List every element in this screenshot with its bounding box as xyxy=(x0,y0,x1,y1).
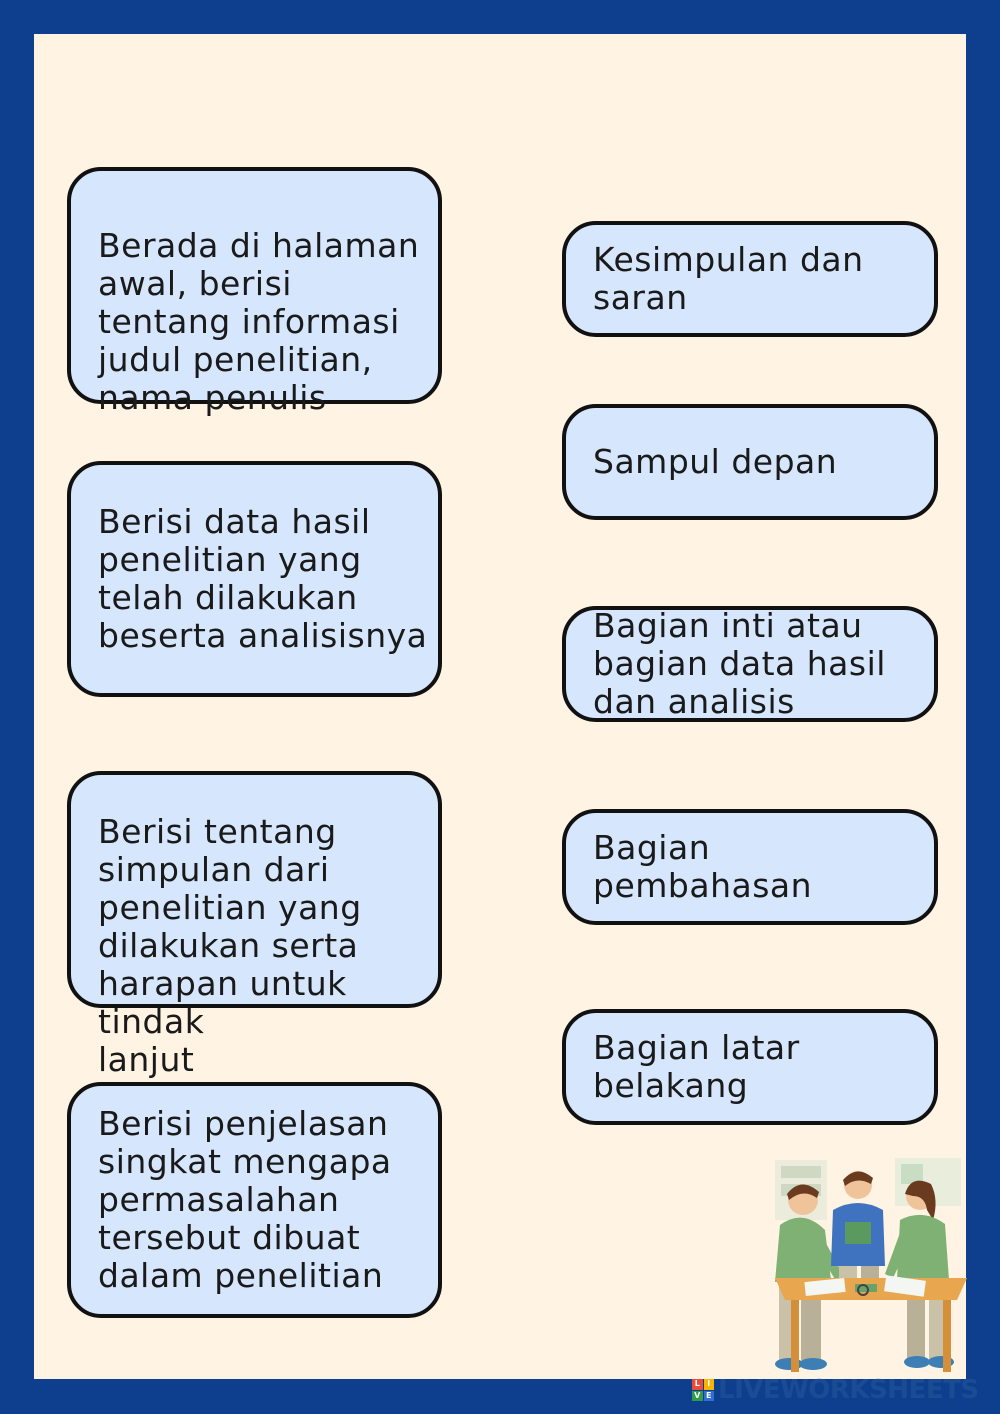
description-text: Berisi tentang simpulan dari penelitian yang dilakukan serta harapan untuk tindak lanjut xyxy=(98,812,362,1079)
answer-box-3[interactable] xyxy=(562,606,938,722)
answer-box-5[interactable] xyxy=(562,1009,938,1125)
answer-text: Bagian pembahasan xyxy=(593,828,813,905)
liveworksheets-watermark xyxy=(692,1375,992,1405)
liveworksheets-logo-icon: L I V E xyxy=(692,1379,714,1401)
answer-box-1[interactable] xyxy=(562,221,938,337)
description-box-3[interactable] xyxy=(67,771,442,1079)
answer-text: Kesimpulan dan saran xyxy=(593,240,864,317)
answer-text: Sampul depan xyxy=(593,442,838,481)
description-text: Berisi data hasil penelitian yang telah dilakukan beserta analisisnya xyxy=(98,502,428,655)
description-text: Berada di halaman awal, berisi tentang informasi judul penelitian, nama penulis xyxy=(98,226,420,417)
watermark-text: LIVEWORKSHEETS xyxy=(718,1375,979,1405)
answer-text: Bagian inti atau bagian data hasil dan analisis xyxy=(593,606,886,721)
description-text: Berisi penjelasan singkat mengapa permasalahan tersebut dibuat dalam penelitian xyxy=(98,1104,392,1295)
description-box-2[interactable] xyxy=(67,461,442,697)
description-box-1[interactable] xyxy=(67,167,442,417)
answer-box-2[interactable] xyxy=(562,404,938,520)
description-box-4[interactable] xyxy=(67,1082,442,1318)
answer-box-4[interactable] xyxy=(562,809,938,925)
answer-text: Bagian latar belakang xyxy=(593,1028,800,1105)
students-studying-illustration xyxy=(735,1150,970,1380)
